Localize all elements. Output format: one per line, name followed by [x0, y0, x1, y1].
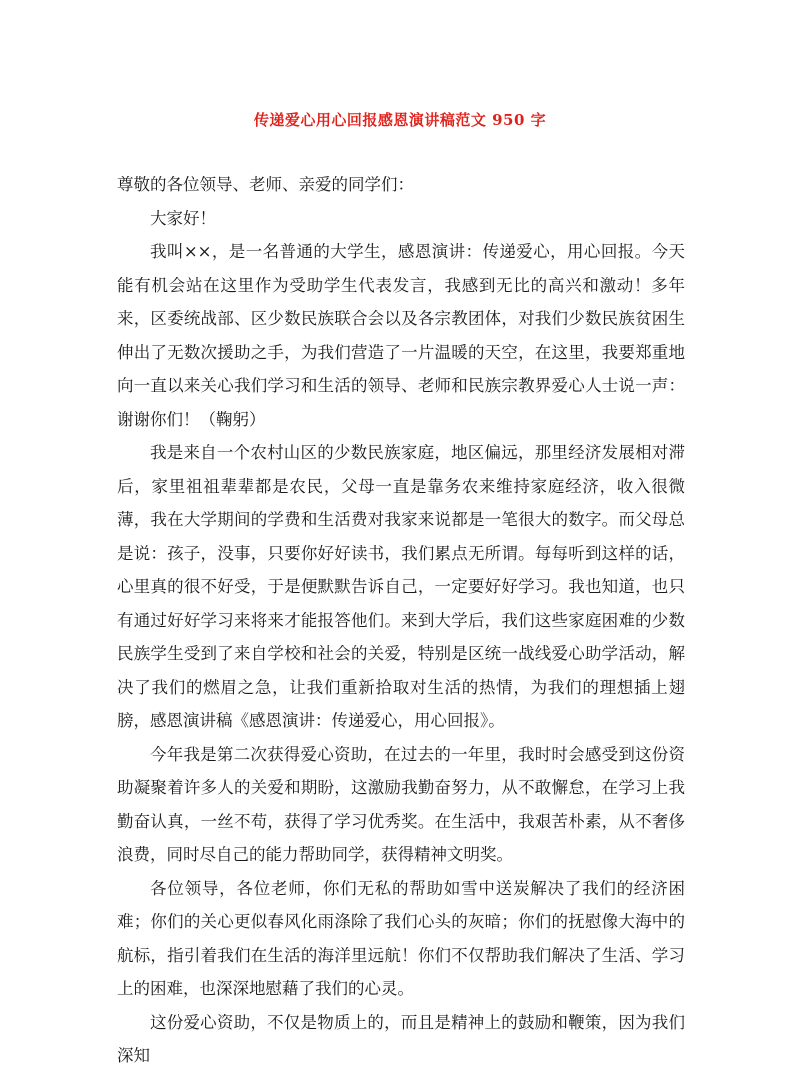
paragraph: 各位领导，各位老师，你们无私的帮助如雪中送炭解决了我们的经济困难；你们的关心更似春风化雨涤除了我们心头的灰暗；你们的抚慰像大海中的航标，指引着我们在生活的海洋里远航！你们不仅帮助我们解决了生活、学习上的困难，也深深地慰藉了我们的心灵。	[117, 878, 685, 998]
document-body	[117, 168, 685, 1073]
document-title: 传递爱心用心回报感恩演讲稿范文 950 字	[253, 111, 547, 129]
paragraph: 这份爱心资助，不仅是物质上的，而且是精神上的鼓励和鞭策，因为我们深知	[117, 1012, 685, 1065]
paragraph: 我叫××，是一名普通的大学生，感恩演讲：传递爱心，用心回报。今天能有机会站在这里作为受助学生代表发言，我感到无比的高兴和激动！多年来，区委统战部、区少数民族联合会以及各宗教团体，对我们少数民族贫困生伸出了无数次援助之手，为我们营造了一片温暖的天空，在这里，我要郑重地向一直以来关心我们学习和生活的领导、老师和民族宗教界爱心人士说一声：谢谢你们！（鞠躬）	[117, 242, 685, 429]
greeting: 大家好！	[150, 208, 216, 228]
paragraph: 我是来自一个农村山区的少数民族家庭，地区偏远，那里经济发展相对滞后，家里祖祖辈辈都是农民，父母一直是靠务农来维持家庭经济，收入很微薄，我在大学期间的学费和生活费对我家来说都是一笔很大的数字。而父母总是说：孩子，没事，只要你好好读书，我们累点无所谓。每每听到这样的话，心里真的很不好受，于是便默默告诉自己，一定要好好学习。我也知道，也只有通过好好学习来将来才能报答他们。来到大学后，我们这些家庭困难的少数民族学生受到了来自学校和社会的关爱，特别是区统一战线爱心助学活动，解决了我们的燃眉之急，让我们重新拾取对生活的热情，为我们的理想插上翅膀，感恩演讲稿《感恩演讲：传递爱心，用心回报》。	[117, 443, 685, 730]
salutation: 尊敬的各位领导、老师、亲爱的同学们：	[117, 175, 414, 194]
paragraph: 今年我是第二次获得爱心资助，在过去的一年里，我时时会感受到这份资助凝聚着许多人的关爱和期盼，这激励我勤奋努力，从不敢懈怠，在学习上我勤奋认真，一丝不苟，获得了学习优秀奖。在生活中，我艰苦朴素，从不奢侈浪费，同时尽自己的能力帮助同学，获得精神文明奖。	[117, 744, 685, 864]
